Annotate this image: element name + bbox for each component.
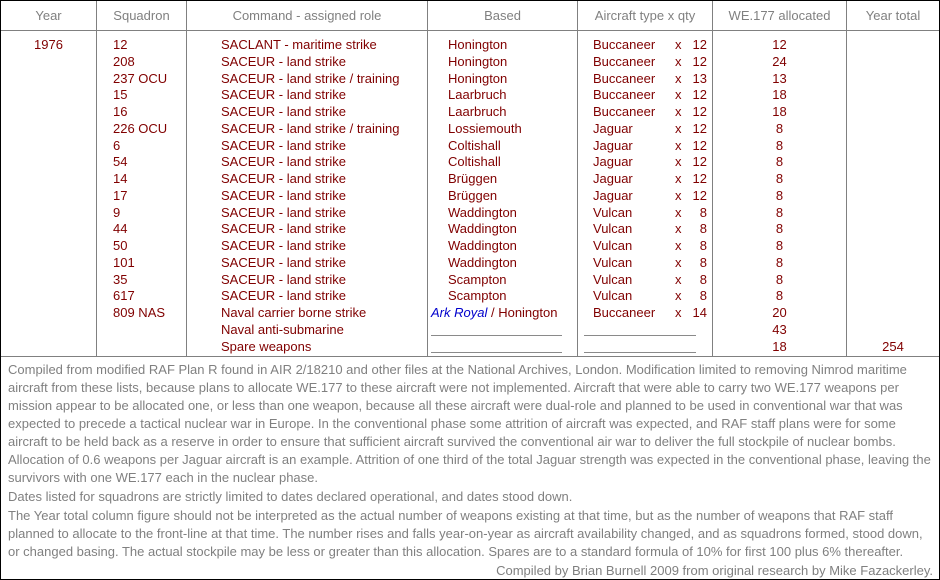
role-cell: SACEUR - land strike: [221, 171, 346, 186]
notes: [1, 357, 939, 580]
aircraft-cell: [578, 188, 712, 205]
aircraft-cell: [578, 37, 712, 54]
allocated-cell: 24: [772, 53, 787, 69]
aircraft-cell: [578, 154, 712, 171]
note-paragraph-2: Dates listed for squadrons are strictly limited to dates declared operational, and dates stood down.: [8, 489, 573, 504]
based-cell: Waddington: [448, 238, 517, 253]
allocated-cell: 43: [772, 321, 787, 337]
aircraft-column: [578, 31, 713, 356]
squadron-cell: 16: [113, 104, 128, 119]
squadron-cell: 226 OCU: [113, 120, 168, 136]
squadron-cell: 54: [113, 154, 128, 170]
squadron-cell: 12: [113, 37, 128, 52]
role-cell: SACEUR - land strike: [221, 154, 346, 170]
aircraft-name: Vulcan: [593, 254, 633, 270]
squadron-cell: 14: [113, 171, 128, 186]
role-cell: SACEUR - land strike: [221, 53, 346, 69]
role-cell: SACLANT - maritime strike: [221, 37, 377, 52]
aircraft-name: Jaguar: [593, 171, 633, 186]
role-cell: SACEUR - land strike / training: [221, 120, 400, 136]
aircraft-qty: 13: [692, 70, 707, 86]
allocated-cell: 8: [775, 187, 784, 203]
aircraft-qty: 12: [692, 120, 707, 136]
aircraft-qty: 8: [699, 204, 707, 220]
aircraft-name: Vulcan: [593, 288, 633, 304]
aircraft-cell: [578, 71, 712, 88]
aircraft-cell: [578, 272, 712, 289]
role-cell: SACEUR - land strike: [221, 204, 346, 220]
aircraft-x: x: [675, 37, 682, 52]
based-cell: Waddington: [448, 221, 517, 237]
role-cell: SACEUR - land strike: [221, 87, 346, 103]
header-command: Command - assigned role: [187, 1, 428, 30]
based-cell: Coltishall: [448, 137, 501, 153]
aircraft-name: Buccaneer: [593, 37, 656, 52]
aircraft-x: x: [675, 53, 682, 69]
squadron-cell: 50: [113, 238, 128, 253]
header-squadron: Squadron: [97, 1, 187, 30]
aircraft-x: x: [675, 87, 682, 103]
year-total-column: [847, 31, 939, 356]
table-header-row: [1, 1, 939, 31]
aircraft-qty: 12: [692, 87, 707, 103]
aircraft-cell: [578, 121, 712, 138]
role-cell: Naval carrier borne strike: [221, 305, 367, 320]
credit-line: Compiled by Brian Burnell 2009 from original research by Mike Fazackerley.: [496, 563, 933, 578]
allocated-cell: 8: [775, 171, 784, 186]
aircraft-cell: [578, 138, 712, 155]
allocated-cell: 8: [775, 204, 784, 220]
role-cell: Spare weapons: [221, 338, 312, 354]
allocated-cell: 8: [775, 120, 784, 136]
allocated-cell: 12: [772, 37, 787, 52]
table-body: [1, 31, 939, 357]
aircraft-name: Jaguar: [593, 154, 633, 170]
aircraft-cell: [578, 221, 712, 238]
aircraft-x: x: [675, 187, 682, 203]
ship-name: Ark Royal: [431, 305, 488, 320]
year-value: 1976: [34, 37, 63, 52]
squadron-cell: 809 NAS: [113, 305, 166, 320]
role-column: [187, 31, 428, 356]
aircraft-x: x: [675, 305, 682, 320]
squadron-cell: 237 OCU: [113, 70, 168, 86]
based-underline: [431, 322, 562, 336]
aircraft-qty: 12: [692, 53, 707, 69]
role-cell: Naval anti-submarine: [221, 321, 344, 337]
allocated-cell: 18: [772, 338, 787, 354]
aircraft-qty: 12: [692, 137, 707, 153]
aircraft-cell: [578, 339, 712, 356]
aircraft-x: x: [675, 238, 682, 253]
aircraft-name: Jaguar: [593, 187, 633, 203]
squadron-cell: 208: [113, 53, 135, 69]
aircraft-qty: 8: [699, 254, 707, 270]
based-cell: Honington: [448, 37, 508, 52]
aircraft-x: x: [675, 254, 682, 270]
aircraft-underline: [584, 322, 696, 336]
aircraft-cell: [578, 104, 712, 121]
aircraft-qty: 8: [699, 238, 707, 253]
aircraft-qty: 8: [699, 271, 707, 287]
squadron-cell: 6: [113, 137, 121, 153]
based-cell: Waddington: [448, 254, 517, 270]
role-cell: SACEUR - land strike: [221, 288, 346, 304]
allocated-cell: 18: [772, 87, 787, 103]
aircraft-name: Jaguar: [593, 120, 633, 136]
note-paragraph-3: The Year total column figure should not be interpreted as the actual number of weapons existing at that time, but as the number of weapons that RAF staff planned to allocate to the front-line at that time. The number rises and falls year-on-year as aircraft availability changed, and as squadrons formed, stood down, or changed basing. The actual stockpile may be less or greater than this allocation. Spares are to a standard formula of 10% for first 100 plus 6% thereafter.: [8, 508, 923, 559]
header-based: Based: [428, 1, 578, 30]
aircraft-x: x: [675, 271, 682, 287]
squadron-cell: [97, 322, 186, 339]
based-cell: [428, 339, 577, 356]
role-cell: SACEUR - land strike: [221, 137, 346, 153]
based-cell: Lossiemouth: [448, 120, 522, 136]
aircraft-x: x: [675, 171, 682, 186]
squadron-cell: 9: [113, 204, 121, 220]
allocated-cell: 13: [772, 70, 787, 86]
aircraft-name: Vulcan: [593, 204, 633, 220]
based-cell: Waddington: [448, 204, 517, 220]
year-total-value: 254: [882, 338, 904, 354]
aircraft-qty: 12: [692, 171, 707, 186]
aircraft-cell: [578, 322, 712, 339]
header-year: Year: [1, 1, 97, 30]
role-cell: SACEUR - land strike: [221, 104, 346, 119]
year-column: [1, 31, 97, 356]
aircraft-name: Vulcan: [593, 238, 633, 253]
allocation-table: [1, 1, 939, 357]
allocated-cell: 8: [775, 221, 784, 237]
note-paragraph-1: Compiled from modified RAF Plan R found in AIR 2/18210 and other files at the National Archives, London. Modification limited to removing Nimrod maritime aircraft from these lists, because plans to allocate WE.177 to these aircraft were not implemented. Aircraft that were able to carry two WE.177 weapons per mission appear to be allocated one, or less than one weapon, because all these aircraft were dual-role and planned to be used in conventional war that was expected to precede a tactical nuclear war in Europe. In the conventional phase some attrition of aircraft was expected, and RAF staff plans were for some aircraft to be held back as a reserve in order to ensure that sufficient aircraft survived the conventional air war to deliver the full stockpile of nuclear bombs. Allocation of 0.6 weapons per Jaguar aircraft is an example. Attrition of one third of the total Jaguar strength was expected in the conventional phase, leaving the survivors with one WE.177 each in the nuclear phase.: [8, 362, 931, 485]
aircraft-qty: 8: [699, 288, 707, 304]
aircraft-cell: [578, 87, 712, 104]
aircraft-name: Buccaneer: [593, 305, 656, 320]
based-underline: [431, 339, 562, 353]
aircraft-underline: [584, 339, 696, 353]
role-cell: SACEUR - land strike: [221, 254, 346, 270]
aircraft-qty: 12: [692, 154, 707, 170]
role-cell: SACEUR - land strike: [221, 271, 346, 287]
header-allocated: WE.177 allocated: [713, 1, 847, 30]
aircraft-name: Vulcan: [593, 221, 633, 237]
based-cell: Coltishall: [448, 154, 501, 170]
header-year-total: Year total: [865, 8, 921, 23]
aircraft-qty: 12: [692, 187, 707, 203]
aircraft-x: x: [675, 154, 682, 170]
aircraft-name: Buccaneer: [593, 70, 656, 86]
squadron-cell: 44: [113, 221, 128, 237]
allocated-cell: 8: [775, 238, 784, 253]
allocated-cell: 8: [775, 154, 784, 170]
aircraft-cell: [578, 238, 712, 255]
aircraft-cell: [578, 205, 712, 222]
squadron-cell: 15: [113, 87, 128, 103]
aircraft-name: Buccaneer: [593, 104, 656, 119]
squadron-cell: 617: [113, 288, 135, 304]
squadron-cell: 17: [113, 187, 128, 203]
based-cell: Scampton: [448, 271, 507, 287]
based-cell: Scampton: [448, 288, 507, 304]
aircraft-name: Vulcan: [593, 271, 633, 287]
allocated-cell: 18: [772, 104, 787, 119]
allocated-cell: 20: [772, 305, 787, 320]
aircraft-name: Buccaneer: [593, 87, 656, 103]
based-cell: Brüggen: [448, 187, 498, 203]
aircraft-cell: [578, 305, 712, 322]
role-cell: SACEUR - land strike: [221, 238, 346, 253]
aircraft-x: x: [675, 221, 682, 237]
aircraft-cell: [578, 288, 712, 305]
aircraft-cell: [578, 54, 712, 71]
allocated-column: [713, 31, 847, 356]
header-aircraft: Aircraft type x qty: [578, 1, 713, 30]
based-cell: [428, 305, 577, 322]
aircraft-x: x: [675, 204, 682, 220]
based-cell: [428, 322, 577, 339]
squadron-cell: 35: [113, 271, 128, 287]
aircraft-name: Buccaneer: [593, 53, 656, 69]
aircraft-x: x: [675, 288, 682, 304]
squadron-cell: [97, 339, 186, 356]
based-cell: Honington: [448, 53, 508, 69]
role-cell: SACEUR - land strike: [221, 187, 346, 203]
aircraft-qty: 12: [692, 37, 707, 52]
based-cell: Brüggen: [448, 171, 498, 186]
based-cell: Laarbruch: [448, 104, 507, 119]
aircraft-qty: 12: [692, 104, 707, 119]
based-column: [428, 31, 578, 356]
based-cell: Laarbruch: [448, 87, 507, 103]
aircraft-qty: 14: [692, 305, 707, 320]
based-cell: Honington: [448, 70, 508, 86]
allocated-cell: 8: [775, 271, 784, 287]
role-cell: SACEUR - land strike / training: [221, 70, 400, 86]
aircraft-x: x: [675, 104, 682, 119]
based-suffix: / Honington: [487, 305, 558, 320]
aircraft-qty: 8: [699, 221, 707, 237]
role-cell: SACEUR - land strike: [221, 221, 346, 237]
aircraft-x: x: [675, 120, 682, 136]
squadron-cell: 101: [113, 254, 135, 270]
allocated-cell: 8: [775, 254, 784, 270]
allocated-cell: 8: [775, 137, 784, 153]
aircraft-cell: [578, 255, 712, 272]
aircraft-x: x: [675, 70, 682, 86]
aircraft-x: x: [675, 137, 682, 153]
allocated-cell: 8: [775, 288, 784, 304]
aircraft-name: Jaguar: [593, 137, 633, 153]
squadron-column: [97, 31, 187, 356]
aircraft-cell: [578, 171, 712, 188]
